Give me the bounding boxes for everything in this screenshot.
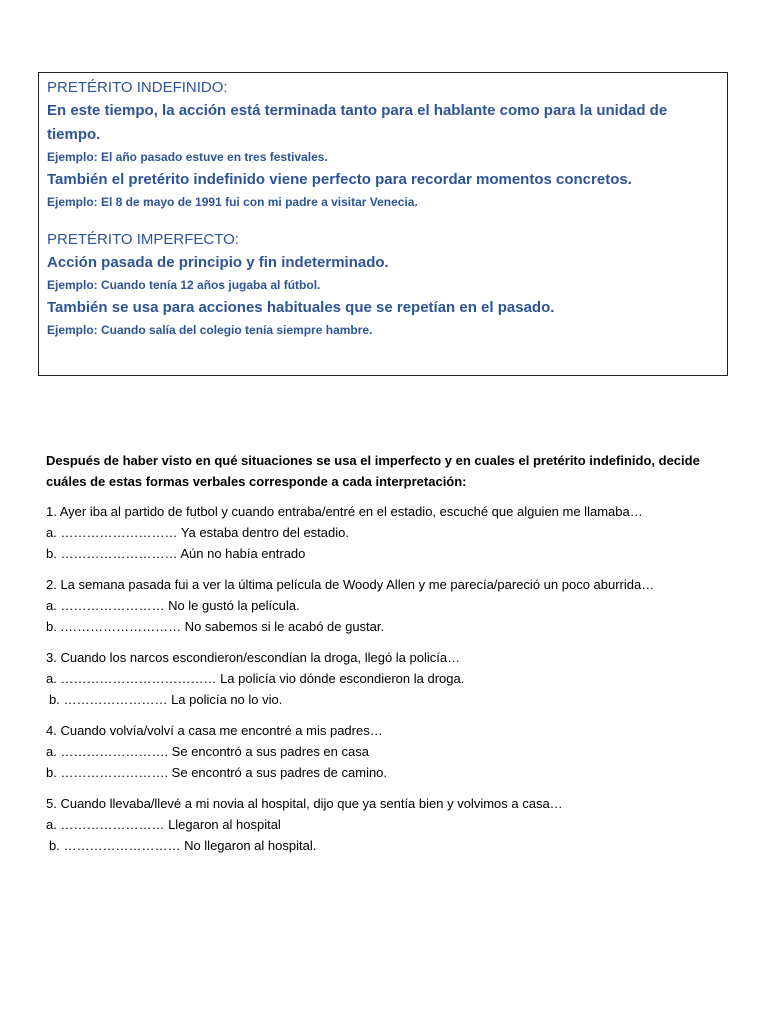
indefinido-heading: PRETÉRITO INDEFINIDO:: [47, 79, 228, 96]
imperfecto-heading: PRETÉRITO IMPERFECTO:: [47, 231, 239, 248]
section-preterito-imperfecto: [47, 229, 719, 341]
exercise-question: 4. Cuando volvía/volví a casa me encontré a mis padres…: [46, 723, 383, 738]
exercise-instructions: Después de haber visto en qué situaciones se usa el imperfecto y en cuales el pretérito indefinido, decide cuáles de estas formas verbales corresponde a cada interpretación:: [46, 453, 700, 489]
exercise-option-b: b. .……………………… No sabemos si le acabó de gustar.: [46, 619, 385, 634]
exercise-question: 3. Cuando los narcos escondieron/escondían la droga, llegó la policía…: [46, 650, 461, 665]
exercise-option-b: b. ……………………… No llegaron al hospital.: [49, 838, 317, 853]
imperfecto-example-1: Ejemplo: Cuando tenía 12 años jugaba al fútbol.: [47, 278, 321, 292]
exercise-option-a: a. ……………………… Ya estaba dentro del estadio.: [46, 525, 349, 540]
section-preterito-indefinido: [47, 77, 719, 213]
exercise-option-a: a. ……………………………… La policía vio dónde escondieron la droga.: [46, 671, 465, 686]
exercise-option-b: b. …………………… La policía no lo vio.: [49, 692, 283, 707]
exercise-item-1: [46, 501, 736, 564]
exercise-option-b: b. ……………………. Se encontró a sus padres de camino.: [46, 765, 388, 780]
imperfecto-example-2: Ejemplo: Cuando salía del colegio tenía siempre hambre.: [47, 323, 373, 337]
exercise-question: 1. Ayer iba al partido de futbol y cuando entraba/entré en el estadio, escuché que alguien me llamaba…: [46, 504, 643, 519]
exercise-item-4: [46, 720, 736, 783]
exercise-option-b: b. ……………………… Aún no había entrado: [46, 546, 306, 561]
indefinido-rule: En este tiempo, la acción está terminada tanto para el hablante como para la unidad de tiempo.: [47, 102, 668, 143]
grammar-explanation-box: [38, 72, 728, 376]
exercise-item-5: [46, 793, 736, 856]
indefinido-example-2: Ejemplo: El 8 de mayo de 1991 fui con mi padre a visitar Venecia.: [47, 195, 418, 209]
exercise-section: [46, 450, 736, 866]
exercise-question: 2. La semana pasada fui a ver la última película de Woody Allen y me parecía/pareció un poco aburrida…: [46, 577, 655, 592]
indefinido-example-1: Ejemplo: El año pasado estuve en tres festivales.: [47, 150, 328, 164]
imperfecto-rule: Acción pasada de principio y fin indeterminado.: [47, 254, 389, 271]
exercise-option-a: a. …………………… No le gustó la película.: [46, 598, 300, 613]
exercise-item-2: [46, 574, 736, 637]
exercise-option-a: a. ……………………. Se encontró a sus padres en casa: [46, 744, 369, 759]
imperfecto-extra-rule: También se usa para acciones habituales que se repetían en el pasado.: [47, 299, 555, 316]
exercise-option-a: a. …………………… Llegaron al hospital: [46, 817, 281, 832]
exercise-item-3: [46, 647, 736, 710]
exercise-question: 5. Cuando llevaba/llevé a mi novia al hospital, dijo que ya sentía bien y volvimos a casa…: [46, 796, 563, 811]
indefinido-extra-rule: También el pretérito indefinido viene perfecto para recordar momentos concretos.: [47, 171, 632, 188]
